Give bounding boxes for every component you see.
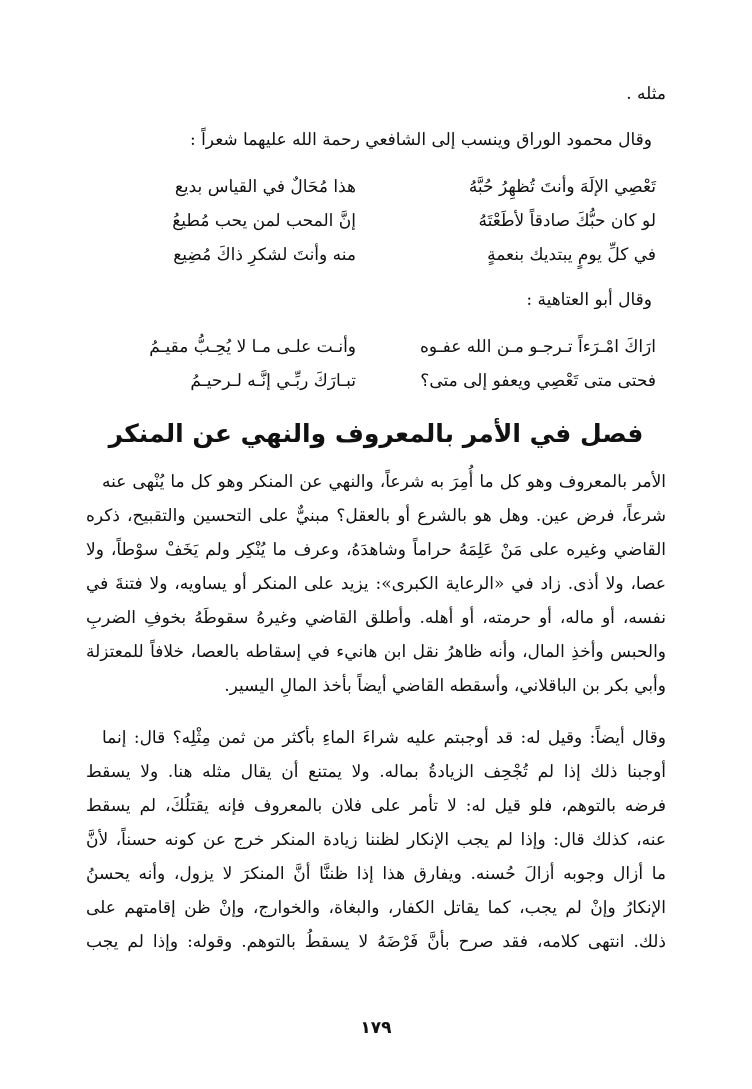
verse-first-hemistich: ارَاكَ امْـرَءاً تـرجـو مـن الله عفـوه bbox=[419, 337, 656, 357]
verse bbox=[86, 208, 666, 234]
poem-intro-1: وقال محمود الوراق وينسب إلى الشافعي رحمة الله عليهما شعراً : bbox=[189, 130, 652, 150]
verse bbox=[86, 368, 666, 394]
verse-second-hemistich: هذا مُحَالٌ في القياس بديع bbox=[174, 177, 356, 197]
verse-first-hemistich: فحتى متى تَعْصِي ويعفو إلى متى؟ bbox=[420, 371, 656, 391]
continuation-line: مثله . bbox=[626, 84, 666, 104]
page-body bbox=[86, 72, 666, 1072]
verse bbox=[86, 174, 666, 200]
verse-first-hemistich: تَعْصِي الإلَهَ وأنتَ تُظهِرُ حُبَّهُ bbox=[468, 177, 656, 197]
paragraph-line: وقال أيضاً: وقيل له: قد أوجبتم عليه شراءَ الماءِ بأكثر من ثمن مِثْلِه؟ قال: إنما bbox=[102, 728, 666, 748]
paragraph-line: عنه، كذلك قال: وإذا لم يجب الإنكار لظننا زيادة المنكر خرج عن كونه حسناً، لأنَّ bbox=[86, 830, 666, 850]
verse bbox=[86, 242, 666, 268]
verse bbox=[86, 334, 666, 360]
paragraph-line: القاضي وغيره على مَنْ عَلِمَهُ حراماً وشاهدَهُ، وعرف ما يُنْكِر ولم يَخَفْ سوْطاً، ولا bbox=[86, 540, 666, 560]
paragraph-line: فرضه بالتوهم، فلو قيل له: لا تأمر على فلان بالمعروف فإنه يقتلُكَ، لم يسقط bbox=[86, 796, 666, 816]
paragraph-line: عصا، ولا أذى. زاد في «الرعاية الكبرى»: يزيد على المنكر أو يساويه، ولا فتنةَ في bbox=[86, 574, 666, 594]
paragraph-line: أوجبنا ذلك إذا لم تُجْحِف الزيادةُ بماله. ولا يمتنع أن يقال مثله هنا. ولا يسقط bbox=[86, 762, 666, 782]
verse-second-hemistich: تبـارَكَ ربِّـي إنَّـه لـرحيـمُ bbox=[190, 371, 356, 391]
verse-first-hemistich: في كلِّ يومٍ يبتديك بنعمةٍ bbox=[487, 245, 656, 265]
paragraph-line: شرعاً، فرض عين. وهل هو بالشرع أو بالعقل؟ مبنيٌّ على التحسين والتقبيح، ذكره bbox=[86, 506, 666, 526]
poem-intro-2: وقال أبو العتاهية : bbox=[526, 290, 652, 310]
page-number: ١٧٩ bbox=[360, 1018, 392, 1038]
paragraph-line: ما أزال وجوبه أزالَ حُسنه. ويفارق هذا إذا ظننَّا أنَّ المنكرَ لا يزول، وأنه يحسنُ bbox=[86, 864, 666, 884]
paragraph-line: الأمر بالمعروف وهو كل ما أُمِرَ به شرعاً، والنهي عن المنكر وهو كل ما يُنْهى عنه bbox=[102, 472, 666, 492]
paragraph-line: الإنكارُ وإنْ لم يجب، كما يقاتل الكفار، والبغاة، والخوارج، وإنْ ظن إقامتهم على bbox=[86, 898, 666, 918]
verse-second-hemistich: منه وأنتَ لشكرِ ذاكَ مُضِيع bbox=[173, 245, 356, 265]
section-heading: فصل في الأمر بالمعروف والنهي عن المنكر bbox=[108, 419, 644, 448]
verse-second-hemistich: وأنـت علـى مـا لا يُحِـبُّ مقيـمُ bbox=[149, 337, 356, 357]
verse-first-hemistich: لو كان حبُّكَ صادقاً لأطَعْتَهُ bbox=[478, 211, 656, 231]
paragraph-line: وأبي بكر بن الباقلاني، وأسقطه القاضي أيضاً بأخذ المالِ اليسير. bbox=[224, 676, 666, 696]
paragraph-line: ذلك. انتهى كلامه، فقد صرح بأنَّ فَرْضَهُ لا يسقطُ بالتوهم. وقوله: وإذا لم يجب bbox=[86, 932, 666, 952]
verse-second-hemistich: إنَّ المحب لمن يحب مُطيعُ bbox=[172, 211, 356, 231]
paragraph-line: نفسه، أو ماله، أو حرمته، أو أهله. وأطلق القاضي وغيرهُ سقوطَهُ بخوفِ الضربِ bbox=[86, 608, 666, 628]
paragraph-line: والحبس وأخذِ المال، وأنه ظاهرُ نقل ابن هانيء في إسقاطه بالعصا، خلافاً للمعتزلة bbox=[86, 642, 666, 662]
